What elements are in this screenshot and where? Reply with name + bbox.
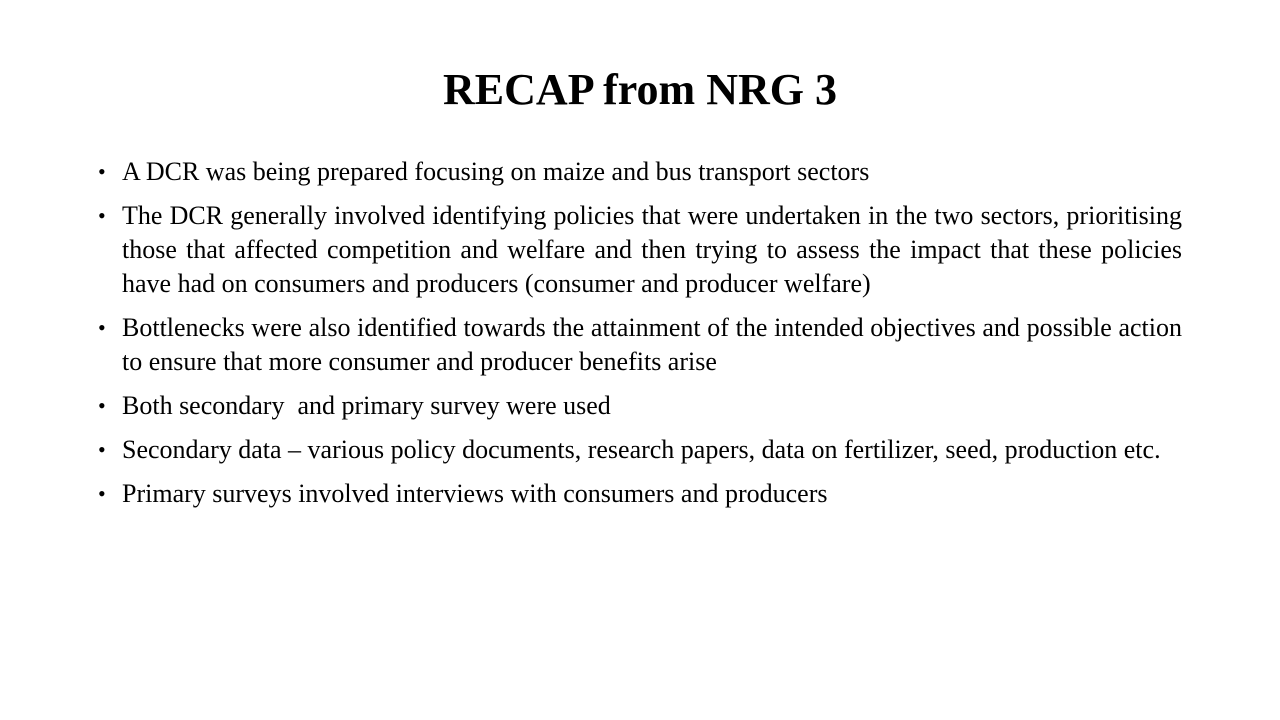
- bullet-item: [96, 433, 1182, 467]
- bullet-icon: •: [98, 437, 106, 462]
- bullet-text: Secondary data – various policy documents, research papers, data on fertilizer, seed, production etc.: [122, 435, 1161, 464]
- slide-title: RECAP from NRG 3: [443, 65, 837, 114]
- bullet-item: [96, 311, 1182, 379]
- bullet-text: Bottlenecks were also identified towards the attainment of the intended objectives and possible action to ensure that more consumer and producer benefits arise: [122, 313, 1182, 376]
- bullet-text: The DCR generally involved identifying policies that were undertaken in the two sectors, prioritising those that affected competition and welfare and then trying to assess the impact that these policies have had on consumers and producers (consumer and producer welfare): [122, 201, 1182, 298]
- bullet-item: [96, 155, 1182, 189]
- bullet-icon: •: [98, 203, 106, 228]
- bullet-icon: •: [98, 159, 106, 184]
- bullet-text: Primary surveys involved interviews with consumers and producers: [122, 479, 828, 508]
- bullet-icon: •: [98, 393, 106, 418]
- bullet-item: [96, 477, 1182, 511]
- bullet-icon: •: [98, 481, 106, 506]
- bullet-item: [96, 199, 1182, 301]
- bullet-text: A DCR was being prepared focusing on maize and bus transport sectors: [122, 157, 870, 186]
- bullet-item: [96, 389, 1182, 423]
- bullet-text: Both secondary and primary survey were used: [122, 391, 611, 420]
- bullet-list: [96, 155, 1182, 521]
- bullet-icon: •: [98, 315, 106, 340]
